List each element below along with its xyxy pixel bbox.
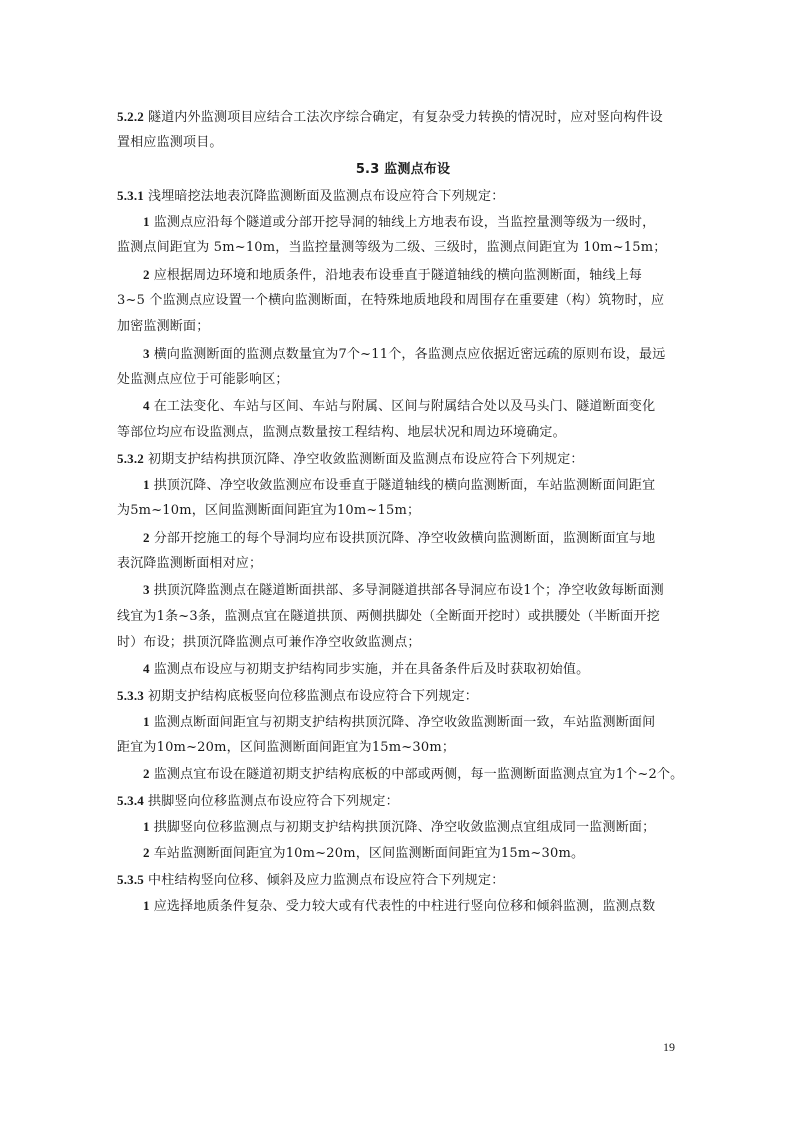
clause-number: 5.3.5	[117, 871, 144, 887]
text-line	[117, 630, 689, 656]
text-line	[117, 814, 689, 840]
text-line	[117, 446, 689, 472]
clause-text: 加密监测断面；	[117, 319, 210, 335]
clause-text: 应选择地质条件复杂、受力较大或有代表性的中柱进行竖向位移和倾斜监测，监测点数	[153, 898, 656, 914]
text-line	[117, 183, 689, 209]
clause-text: 拱顶沉降、净空收敛监测应布设垂直于隧道轴线的横向监测断面，车站监测断面间距宜	[153, 478, 656, 494]
clause-text: 监测点布设应与初期支护结构同步实施，并在具备条件后及时获取初始值。	[153, 662, 590, 678]
clause-text: 中柱结构竖向位移、倾斜及应力监测点布设应符合下列规定：	[148, 872, 505, 888]
clause-text: 3~5 个监测点应设置一个横向监测断面，在特殊地质地段和周围存在重要建（构）筑物时，应	[117, 293, 665, 309]
clause-text: 置相应监测项目。	[117, 135, 223, 151]
text-line	[117, 788, 689, 814]
text-line	[117, 735, 689, 761]
text-line	[117, 341, 689, 367]
clause-number: 5.3.4	[117, 792, 144, 808]
text-line	[117, 104, 689, 130]
clause-text: 拱脚竖向位移监测点与初期支护结构拱顶沉降、净空收敛监测点宜组成同一监测断面；	[153, 820, 656, 836]
clause-text: 监测点应沿每个隧道或分部开挖导洞的轴线上方地表布设，当监控量测等级为一级时，	[153, 215, 656, 231]
section-title: 5.3 监测点布设	[355, 161, 451, 177]
clause-text: 横向监测断面的监测点数量宜为7个~11个，各监测点应依据近密远疏的原则布设，最远	[153, 346, 666, 362]
text-line	[117, 262, 689, 288]
text-line	[117, 525, 689, 551]
clause-text: 车站监测断面间距宜为10m~20m，区间监测断面间距宜为15m~30m。	[153, 846, 585, 862]
page-number: 19	[663, 1040, 675, 1054]
text-line	[117, 551, 689, 577]
clause-number: 4	[143, 661, 150, 677]
text-line	[117, 683, 689, 709]
clause-text: 分部开挖施工的每个导洞均应布设拱顶沉降、净空收敛横向监测断面，监测断面宜与地	[153, 530, 656, 546]
text-line	[117, 577, 689, 603]
clause-number: 5.2.2	[117, 109, 144, 124]
clause-number: 3	[143, 582, 150, 598]
clause-text: 监测点宜布设在隧道初期支护结构底板的中部或两侧，每一监测断面监测点宜为1个~2个。	[153, 767, 684, 783]
text-line	[117, 367, 689, 393]
clause-number: 1	[143, 477, 150, 493]
clause-text: 监测点断面间距宜与初期支护结构拱顶沉降、净空收敛监测断面一致，车站监测断面间	[153, 714, 656, 730]
text-line	[117, 498, 689, 524]
text-line	[117, 604, 689, 630]
clause-text: 应根据周边环境和地质条件，沿地表布设垂直于隧道轴线的横向监测断面，轴线上每	[153, 267, 643, 283]
clause-number: 1	[143, 214, 150, 230]
clause-text: 初期支护结构底板竖向位移监测点布设应符合下列规定：	[148, 688, 479, 704]
clause-number: 5.3.1	[117, 187, 144, 203]
clause-text: 等部位均应布设监测点，监测点数量按工程结构、地层状况和周边环境确定。	[117, 424, 566, 440]
clause-number: 1	[143, 713, 150, 729]
clause-number: 2	[143, 845, 150, 861]
clause-text: 处监测点应位于可能影响区；	[117, 371, 289, 387]
clause-text: 表沉降监测断面相对应；	[117, 556, 263, 572]
text-line	[117, 288, 689, 314]
clause-number: 2	[143, 529, 150, 545]
text-line	[117, 656, 689, 682]
clause-number: 2	[143, 766, 150, 782]
clause-text: 在工法变化、车站与区间、车站与附属、区间与附属结合处以及马头门、隧道断面变化	[153, 399, 656, 415]
clause-text: 隧道内外监测项目应结合工法次序综合确定，有复杂受力转换的情况时，应对竖向构件设	[148, 110, 663, 125]
text-line	[117, 867, 689, 893]
text-line	[117, 840, 689, 866]
text-line	[117, 235, 689, 261]
text-line	[117, 393, 689, 419]
clause-number: 2	[143, 266, 150, 282]
text-line	[117, 209, 689, 235]
clause-number: 1	[143, 819, 150, 835]
page-body	[117, 104, 689, 919]
clause-number: 5.3.2	[117, 450, 144, 466]
clause-number: 1	[143, 897, 150, 913]
clause-number: 3	[143, 345, 150, 361]
clause-text: 拱顶沉降监测点在隧道断面拱部、多导洞隧道拱部各导洞应布设1个；净空收敛每断面测	[153, 583, 664, 599]
clause-text: 线宜为1条~3条，监测点宜在隧道拱顶、两侧拱脚处（全断面开挖时）或拱腰处（半断面开挖	[117, 608, 660, 624]
clause-text: 监测点间距宜为 5m~10m，当监控量测等级为二级、三级时，监测点间距宜为 10m~15m；	[117, 240, 667, 256]
clause-text: 拱脚竖向位移监测点布设应符合下列规定：	[148, 793, 399, 809]
text-line	[117, 709, 689, 735]
clause-number: 4	[143, 398, 150, 414]
text-line	[117, 893, 689, 919]
text-line	[117, 130, 689, 156]
text-line	[117, 314, 689, 340]
text-line	[117, 761, 689, 787]
clause-text: 时）布设；拱顶沉降监测点可兼作净空收敛监测点；	[117, 634, 421, 650]
clause-text: 浅埋暗挖法地表沉降监测断面及监测点布设应符合下列规定：	[148, 188, 505, 204]
clause-text: 距宜为10m~20m，区间监测断面间距宜为15m~30m；	[117, 740, 456, 756]
clause-text: 为5m~10m，区间监测断面间距宜为10m~15m；	[117, 503, 421, 519]
clause-number: 5.3.3	[117, 687, 144, 703]
clause-text: 初期支护结构拱顶沉降、净空收敛监测断面及监测点布设应符合下列规定：	[148, 451, 584, 467]
text-line	[117, 472, 689, 498]
text-line	[117, 420, 689, 446]
